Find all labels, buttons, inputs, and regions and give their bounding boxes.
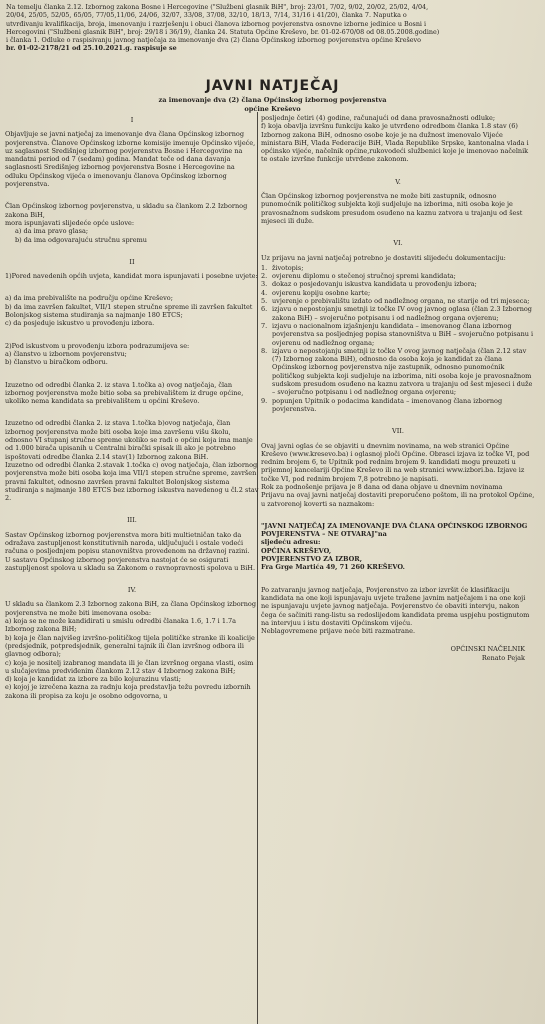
list-item: [261, 264, 535, 272]
paragraph: posljednje četiri (4) godine, računajući od dana pravosnažnosti odluke;: [261, 114, 496, 122]
item-number: 5.: [261, 297, 268, 306]
list-item: [261, 280, 535, 288]
list-item: [261, 297, 535, 305]
left-column: [5, 114, 259, 1024]
paragraph: Ovaj javni oglas će se objaviti u dnevnim novinama, na web stranici Općine Kreševo (www.kresevo.ba) i oglasnoj ploči Općine. Obrasci izjava iz točke VI, pod rednim brojem 6, te Upitnik pod rednim brojem 9. kandidati mogu preuzeti u prijemnoj kancelariji Općine Kreševo ili na web stranici www.izbori.ba. Izjave iz točke VI, pod rednim brojem 7,8 potrebno je napisati.: [261, 441, 530, 483]
item-number: 3.: [261, 280, 268, 289]
section-heading: II: [129, 257, 135, 266]
list-item: a) da ima prebivalište na području općine Kreševo;: [5, 294, 173, 303]
list-item: c) da posjeduje iskustvo u provođenju izbora.: [5, 319, 155, 328]
list-item: a) koja se ne može kandidirati u smislu odredbi članaka 1.6, 1.7 i 1.7a Izbornog zakona BiH;: [5, 617, 237, 634]
paragraph: Uz prijavu na javni natječaj potrebno je dostaviti slijedeću dokumentaciju:: [261, 253, 506, 262]
required-documents-list: [261, 264, 535, 413]
list-item: b) članstvo u biračkom odboru.: [5, 358, 108, 367]
preamble-line: utvrđivanju kvalifikacija, broja, imenovanju i razrješenju i obuci članova izbornog povjerenstva osnovne izborne jedinice u Bosni i: [6, 19, 427, 28]
list-item: b) koja je član najvišeg izvršno-političkog tijela političke stranke ili koalicije (predsjednik, potpredsjednik, generalni tajnik ili član izvršnog odbora ili glavnog odbora);: [5, 633, 255, 659]
item-number: 2.: [261, 272, 268, 281]
right-column: [261, 114, 535, 1024]
paragraph: Izuzetno od odredbi članka 2.stavak 1.točka c) ovog natječaja, član izbornog povjerenstva može biti osoba koja ima VII/1 stepen stručne spreme, završen pravni fakultet, odnosno završen pravni fakultet Bolonjskog sistema studiranja s najmanje 180 ETCS bez izbornog iskustva navedenog u čl.2 stav 2.: [5, 460, 259, 503]
list-item: a) da ima pravo glasa;: [15, 227, 89, 236]
paragraph: Rok za podnošenje prijava je 8 dana od dana objave u dnevnim novinama: [261, 482, 503, 491]
item-text: ovjerenu kopiju osobne karte;: [272, 288, 371, 297]
paragraph: U sastavu Općinskog izbornog povjerenstva nastojat će se osigurati zastupljenost spolova u skladu sa Zakonom o ravnopravnosti spolova u BiH.: [5, 555, 256, 572]
address-intro: sljedeću adresu:: [261, 538, 321, 547]
list-item: d) koja je kandidat za izbore za bilo kojurazinu vlasti;: [5, 675, 181, 684]
item-number: 8.: [261, 346, 268, 355]
section-heading: III.: [127, 516, 137, 525]
list-item: [261, 322, 535, 347]
address-line: OPĆINA KREŠEVO,: [261, 546, 332, 555]
preamble-line: br. 01-02-2178/21 od 25.10.2021.g. raspisuje se: [6, 44, 177, 53]
list-item: [261, 397, 535, 414]
address-line: Fra Grge Martića 49, 71 260 KREŠEVO.: [261, 563, 405, 572]
document-title: JAVNI NATJEČAJ: [205, 78, 340, 94]
address-line: POVJERENSTVO ZA IZBOR,: [261, 555, 362, 564]
item-number: 4.: [261, 288, 268, 297]
envelope-label: "JAVNI NATJEČAJ ZA IMENOVANJE DVA ČLANA OPĆINSKOG IZBORNOG POVJERENSTVA – NE OTVARAJ"na: [261, 521, 528, 539]
section-heading: V.: [395, 177, 401, 186]
paragraph: mora ispunjavati slijedeće opće uslove:: [5, 218, 135, 227]
item-text: izjavu o nepostojanju smetnji iz točke V ovog javnog natječaja (član 2.12 stav (7) Izbornog zakona BiH), odnosno da osoba koja je kandidat za člana Općinskog izbornog povjerenstva nije zastupnik, odnosno punomoćnik političkog subjekta koji sudjeluje na izborima, niti osoba koje je pravosnažnom sudskom presudom osuđeno na kaznu zatvora u trajanju od šest mjeseci i duže – svojeručno potpisanu i od nadležnog organa ovjerenu;: [272, 346, 533, 397]
item-number: 1.: [261, 263, 268, 272]
preamble-line: Na temelju članka 2.12. Izbornog zakona Bosne i Hercegovine ("Službeni glasnik BiH", broj: 23/01, 7/02, 9/02, 20/02, 25/02, 4/04,: [6, 3, 429, 11]
list-item: a) članstvo u izbornom povjerenstvu;: [5, 349, 127, 358]
preamble-line: i članka 1. Odluke o raspisivanju javnog natječaja za imenovanje dva (2) člana Općinskog izbornog povjerenstva općine Kreševo: [6, 36, 422, 45]
envelope-address: [261, 522, 535, 572]
list-item: b) da ima odgovarajuću stručnu spremu: [15, 235, 147, 244]
item-text: izjavu o nepostojanju smetnji iz točke IV ovog javnog oglasa (član 2.3 Izbornog zakona BiH) – svojeručno potpisanu i od nadležnog organa ovjerenu;: [272, 305, 532, 322]
preamble-line: 20/04, 25/05, 52/05, 65/05, 77/05,11/06, 24/06, 32/07, 33/08, 37/08, 32/10, 18/13, 7/14, 31/16 i 41/20), članka 7. Naputka o: [6, 11, 407, 20]
paragraph: Izuzetno od odredbi članka 2. iz stava 1.točka b)ovog natječaja, član izbornog povjerenstva može biti osoba koje ima završenu višu školu, odnosno VI stupanj stručne spreme ukoliko se radi o općini koja ima manje od 1.000 birača upisanih u Centralni birački spisak ili ako je potrebno ispoštovati odredbe članka 2.14 stav(1) Izbornog zakona BiH.: [5, 419, 253, 461]
paragraph: U skladu sa člankom 2.3 Izbornog zakona BiH, za člana Općinskog izbornog povjerenstva ne može biti imenovana osoba:: [5, 600, 257, 617]
item-number: 7.: [261, 321, 268, 330]
paragraph: Sastav Općinskog izbornog povjerenstva mora biti multietničan tako da odražava zastupljenost konstitutivnih naroda, uključujući i ostale vodeći računa o posljednjem popisu stanovništva provedenom na državnoj razini.: [5, 530, 250, 556]
item-text: životopis;: [272, 263, 304, 272]
section-heading: I: [130, 116, 134, 124]
paragraph: Po zatvaranju javnog natječaja, Povjerenstvo za izbor izvršit će klasifikaciju kandidata na one koji ispunjavaju uvjete tražene javnim natječajem i na one koji ne ispunjavaju uvjete javnog natječaja. Povjerenstvo će obaviti intervju, nakon čega će sačiniti rang-listu sa redoslijedom kandidata prema uspjehu postignutom na intervjuu i istu dostaviti Općinskom vijeću.: [261, 585, 530, 627]
section-heading: VI.: [393, 239, 403, 248]
item-number: 9.: [261, 396, 268, 405]
list-item: b) da ima završen fakultet, VII/1 stepen stručne spreme ili završen fakultet Bolonjskog sistema studiranja sa najmanje 180 ETCS;: [5, 302, 253, 320]
paragraph: Neblagovremene prijave neće biti razmatrane.: [261, 627, 416, 636]
item-text: ovjerenu diplomu o stečenoj stručnoj spremi kandidata;: [272, 272, 456, 281]
list-item: [261, 347, 535, 397]
list-item: c) koja je nositelj izabranog mandata ili je član izvršnog organa vlasti, osim u slučajevima predviđenim člankom 2.12 stav 4 Izbornog zakona BiH;: [5, 658, 254, 675]
paragraph: Objavljuje se javni natječaj za imenovanje dva člana Općinskog izbornog povjerenstva. Članove Općinskog izborne komisije imenuje Općinsko vijeće, uz saglasnost Središnjeg izbornog povjerenstva Bosne i Hercegovine na mandatni period od 7 (sedam) godina. Mandat teče od dana davanja saglasnosti Središnjeg izbornog povjerenstva Bosne i Hercegovine na odluku Općinskog vijeća o imenovanju članova Općinskog izbornog povjerenstva.: [5, 130, 256, 189]
paragraph: 1)Pored navedenih općih uvjeta, kandidat mora ispunjavati i posebne uvjete:: [5, 272, 258, 281]
document-subtitle: [0, 96, 545, 113]
preamble-line: Hercegovini ("Službeni glasnik BiH", broj: 29/18 i 36/19), članka 24. Statuta Općine Kreševo, br. 01-02-670/08 od 08.05.2008.godine): [6, 27, 440, 36]
list-item: e) kojoj je izrečena kazna za radnju koja predstavlja težu povredu izbornih zakona ili propisa za koju je osobno odgovorna, u: [5, 683, 251, 700]
paragraph: Član Općinskog izbornog povjerenstva, u skladu sa člankom 2.2 Izbornog zakona BiH,: [5, 202, 248, 219]
item-text: popunjen Upitnik o podacima kandidata – imenovanog člana izbornog povjerenstva.: [272, 396, 503, 413]
section-heading: IV.: [127, 586, 137, 595]
item-text: izjavu o nacionalnom izjašnjenju kandidata – imenovanog člana izbornog povjerenstva sa posljednjeg popisa stanovništva u BiH – svojeručno potpisanu i ovjerenu od nadležnog organa;: [272, 321, 534, 347]
list-item: f) koja obavlja izvršnu funkciju kako je utvrđeno odredbom članka 1.8 stav (6) Izbornog zakona BiH, odnosno osobe koje je na dužnost imenovalo Vijeće ministara BiH, Vlada Federacije BiH, Vlada Republike Srpske, kantonalna vlada i općinsko vijeće, načelnik općine,rukovodeći službenici koje je imenovao načelnik te ostale izvršne funkcije utvrđene zakonom.: [261, 122, 529, 164]
list-item: [261, 272, 535, 280]
list-item: [261, 305, 535, 322]
paragraph: 2)Pod iskustvom u provođenju izbora podrazumijeva se:: [5, 341, 190, 350]
paragraph: Prijavu na ovaj javni natječaj dostaviti preporučeno poštom, ili na protokol Općine, u zatvorenoj koverti sa naznakom:: [261, 491, 535, 508]
section-heading: VII.: [392, 427, 404, 436]
list-item: [261, 289, 535, 297]
item-number: 6.: [261, 305, 268, 314]
item-text: uvjerenje o prebivalištu izdato od nadležnog organa, ne starije od tri mjeseca;: [272, 297, 530, 306]
signatory-name: Renato Pejak: [481, 653, 525, 662]
item-text: dokaz o posjedovanju iskustva kandidata u provođenju izbora;: [272, 280, 477, 289]
subtitle-line: općine Kreševo: [244, 104, 301, 113]
paragraph: Izuzetno od odredbi članka 2. iz stava 1.točka a) ovog natječaja, član izbornog povjerenstva može bitio soba sa prebivalištem iz druge općine, ukoliko nema kandidata sa prebivalištem u općini Kreševo.: [5, 380, 244, 406]
legal-basis-preamble: [6, 3, 541, 53]
signatory-title: OPĆINSKI NAČELNIK: [450, 645, 525, 654]
subtitle-line: za imenovanje dva (2) člana Općinskog izbornog povjerenstva: [158, 96, 387, 104]
paragraph: Član Općinskog izbornog povjerenstva ne može biti zastupnik, odnosno punomoćnik političkog subjekta koji sudjeluje na izborima, niti osoba koje je pravosnažnom sudskom presudom osuđeno na kaznu zatvora u trajanju od šest mjeseci ili duže.: [261, 192, 523, 225]
